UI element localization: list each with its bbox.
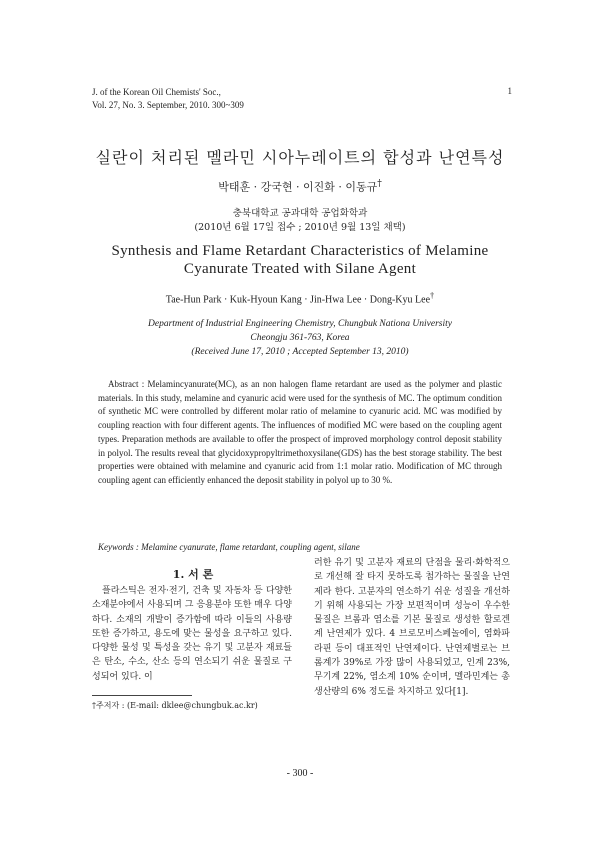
english-affiliation-line-2: Cheongju 361-763, Korea [250,333,350,343]
corresponding-mark-en: † [430,291,435,300]
english-affiliation [0,317,600,359]
intro-right-column: 러한 유기 및 고분자 재료의 단점을 물리·화학적으로 개선해 잘 타지 못하도록 첨가하는 물질을 난연제라 한다. 고분자의 연소하기 쉬운 성질을 개선하기 위해 사용되는 가장 보편적이며 성능이 우수한 물질은 브롬과 염소를 기본 물질로 생성한 할로겐계 난연제가 있다. 4 브로모비스페놀에이, 염화파라핀 등이 대표적인 난연제이다. 난연제별로는 브롬계가 39%로 가장 많이 사용되었고, 인계 23%, 무기계 22%, 염소계 10% 순이며, 멜라민계는 총 생산량의 6% 정도를 차지하고 있다[1]. [314,558,510,697]
footnote-divider [92,695,192,696]
english-authors [0,291,600,305]
journal-line-2: Vol. 27, No. 3. September, 2010. 300~309 [92,100,244,110]
korean-title: 실란이 처리된 멜라민 시아누레이트의 합성과 난연특성 [95,148,505,167]
abstract-label: Abstract : [108,379,145,389]
english-title-line-1: Synthesis and Flame Retardant Characteristics of Melamine [111,243,489,259]
korean-authors [0,178,600,195]
section-heading: 1. 서 론 [172,568,214,581]
journal-citation [92,86,244,112]
korean-affiliation: 충북대학교 공과대학 공업화학과 [232,208,368,219]
footnote: †주저자 : (E-mail: dklee@chungbuk.ac.kr) [92,701,258,710]
english-affiliation-line-1: Department of Industrial Engineering Chemistry, Chungbuk Nationa University [148,319,452,329]
page-footer: - 300 - [286,768,314,779]
english-dates: (Received June 17, 2010 ; Accepted September 13, 2010) [191,347,409,357]
header-page-number: 1 [507,86,512,96]
korean-dates: (2010년 6월 17일 접수 ; 2010년 9월 13일 채택) [194,222,406,233]
corresponding-mark: † [377,178,382,189]
english-author-names: Tae-Hun Park · Kuk-Hyoun Kang · Jin-Hwa Lee · Dong-Kyu Lee [165,294,431,306]
korean-author-names: 박태훈 · 강국현 · 이진화 · 이동규 [218,180,378,194]
intro-left-column: 플라스틱은 전자·전기, 건축 및 자동차 등 다양한 소재분야에서 사용되며 그 응용분야 또한 매우 다양하다. 소재의 개발이 증가함에 따라 이들의 사용량 또한 증가하고, 용도에 맞는 물성을 요구하고 있다. 다양한 물성 및 특성을 갖는 유기 및 고분자 재료들은 탄소, 수소, 산소 등의 연소되기 쉬운 물질로 구성되어 있다. 이 [92,586,292,682]
english-title [0,242,600,278]
abstract-text: Melamincyanurate(MC), as an non halogen flame retardant are used as the polymer and plastic materials. In this study, melamine and cyanuric acid were used for the synthesis of MC. The optimum condition of synthetic MC were controlled by different molar ratio of melamine to cyanuric acid. MC was modified by coupling reaction with four different agents. The influences of modified MC were based on the coupling agent types. Preparation methods are available to offer the prospect of improved morphology control deposit stability in polyol. The results reveal that glycidoxypropyltrimethoxysilane(GDS) has the best storage stability. The best properties were obtained with melamine and cyanuric acid from 1:1 molar ratio. Modification of MC through coupling agent can efficiently enhanced the deposit stability in polyol up to 30 %. [98,379,503,485]
journal-line-1: J. of the Korean Oil Chemists' Soc., [92,87,221,97]
keywords: Keywords : Melamine cyanurate, flame retardant, coupling agent, silane [98,542,360,552]
abstract [98,378,502,488]
english-title-line-2: Cyanurate Treated with Silane Agent [183,261,417,277]
